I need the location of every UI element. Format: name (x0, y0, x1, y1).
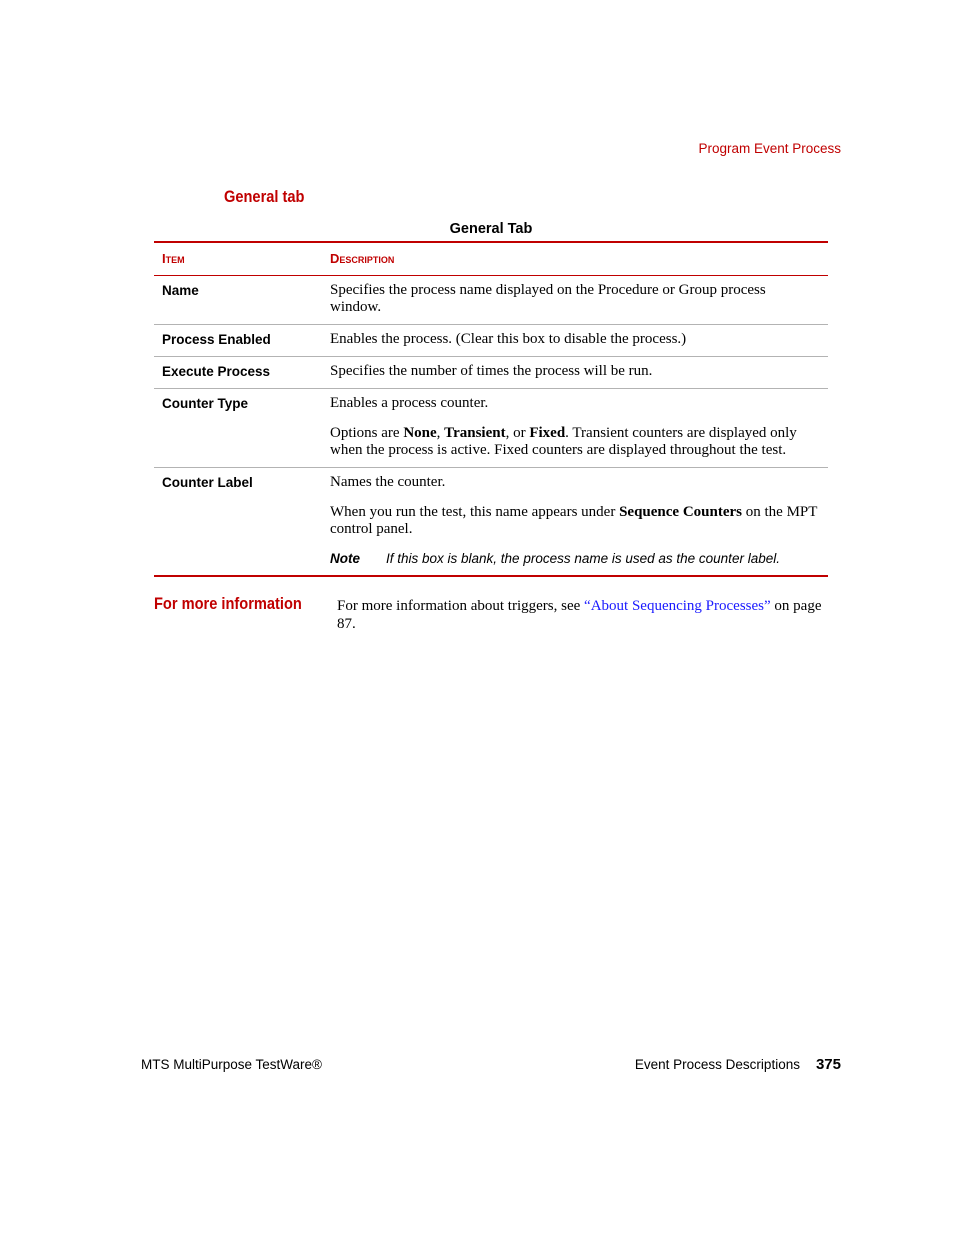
page-number: 375 (815, 1056, 841, 1073)
general-tab-table (154, 241, 828, 577)
description-cell (322, 276, 828, 324)
table-row (154, 357, 828, 389)
description-cell (322, 389, 828, 467)
running-header: Program Event Process (698, 141, 841, 156)
column-header-item: Item (162, 251, 185, 266)
more-info-body: For more information about triggers, see “About Sequencing Processes” on page 87. (337, 598, 822, 632)
item-cell: Counter Label (162, 475, 253, 490)
description-cell (322, 325, 828, 356)
table-caption: General Tab (449, 221, 533, 237)
description-text: Enables the process. (Clear this box to disable the process.) (330, 331, 687, 347)
description-cell (322, 357, 828, 388)
description-text: Specifies the number of times the process will be run. (330, 363, 653, 379)
description-cell (322, 468, 828, 575)
description-text: Enables a process counter. (330, 395, 489, 411)
note-label: Note (330, 551, 360, 566)
section-heading: General tab (224, 187, 305, 206)
column-header-description: Description (330, 251, 395, 266)
description-text: Specifies the process name displayed on the Procedure or Group process window. (330, 282, 766, 315)
description-text: Names the counter. (330, 474, 446, 490)
item-cell: Counter Type (162, 396, 249, 411)
description-text: When you run the test, this name appears under Sequence Counters on the MPT control panel. (330, 504, 818, 537)
table-row (154, 276, 828, 325)
table-row (154, 468, 828, 575)
table-row (154, 389, 828, 468)
description-text: Options are None, Transient, or Fixed. Transient counters are displayed only when the process is active. Fixed counters are displayed throughout the test. (330, 425, 797, 458)
more-info-heading: For more information (154, 594, 302, 613)
footer-left: MTS MultiPurpose TestWare® (141, 1057, 322, 1072)
item-cell: Execute Process (162, 364, 271, 379)
table-row (154, 325, 828, 357)
note-text: If this box is blank, the process name is used as the counter label. (386, 551, 780, 566)
footer-right (635, 1056, 841, 1073)
footer-chapter: Event Process Descriptions (634, 1057, 800, 1072)
table-header-row (154, 243, 828, 276)
about-sequencing-processes-link[interactable]: “About Sequencing Processes” (584, 598, 771, 614)
note (330, 550, 818, 567)
item-cell: Name (162, 283, 199, 298)
item-cell: Process Enabled (162, 332, 271, 347)
